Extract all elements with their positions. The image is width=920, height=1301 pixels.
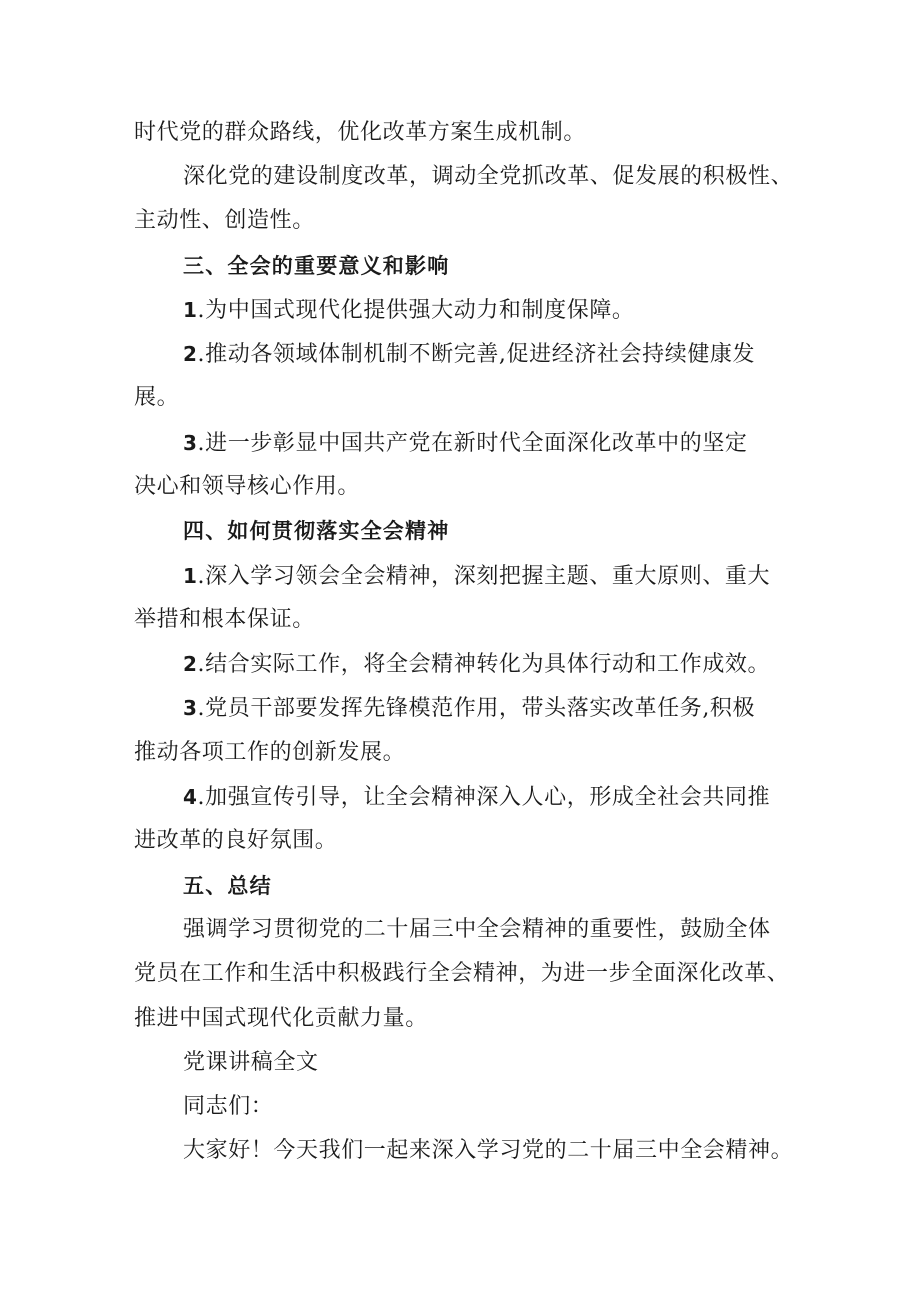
transcript-title: 党课讲稿全文 <box>183 1050 319 1075</box>
paragraph-line: 进改革的良好氛围。 <box>134 828 338 853</box>
section-heading-4: 四、如何贯彻落实全会精神 <box>183 519 450 543</box>
list-item-4-1 <box>183 561 770 592</box>
section-heading-3: 三、全会的重要意义和影响 <box>183 254 450 278</box>
list-item-number: 4 <box>183 785 198 809</box>
paragraph-line: 时代党的群众路线，优化改革方案生成机制。 <box>134 120 587 145</box>
list-item-number: 1 <box>183 298 198 322</box>
list-item-4-3 <box>183 693 755 724</box>
list-item-3-2 <box>183 339 755 370</box>
list-item-text: .推动各领域体制机制不断完善,促进经济社会持续健康发 <box>197 342 756 367</box>
list-item-text: .加强宣传引导，让全会精神深入人心，形成全社会共同推 <box>197 785 771 810</box>
paragraph-line: 党员在工作和生活中积极践行全会精神，为进一步全面深化改革、 <box>134 961 790 986</box>
paragraph-line: 展。 <box>134 385 180 410</box>
list-item-text: .为中国式现代化提供强大动力和制度保障。 <box>197 298 635 323</box>
list-item-number: 3 <box>183 696 198 720</box>
list-item-text: .党员干部要发挥先锋模范作用，带头落实改革任务,积极 <box>197 696 756 721</box>
paragraph-line: 举措和根本保证。 <box>134 607 315 632</box>
paragraph-line: 深化党的建设制度改革，调动全党抓改革、促发展的积极性、 <box>183 164 794 189</box>
greeting: 同志们： <box>183 1094 274 1119</box>
paragraph-line: 大家好！今天我们一起来深入学习党的二十届三中全会精神。 <box>183 1138 794 1163</box>
section-heading-5: 五、总结 <box>183 874 272 898</box>
paragraph-line: 推进中国式现代化贡献力量。 <box>134 1006 428 1031</box>
list-item-text: .结合实际工作，将全会精神转化为具体行动和工作成效。 <box>197 652 771 677</box>
list-item-text: .进一步彰显中国共产党在新时代全面深化改革中的坚定 <box>197 431 748 456</box>
list-item-3-3 <box>183 428 748 459</box>
list-item-4-4 <box>183 782 770 813</box>
paragraph-line: 强调学习贯彻党的二十届三中全会精神的重要性，鼓励全体 <box>183 917 771 942</box>
paragraph-line: 决心和领导核心作用。 <box>134 474 361 499</box>
list-item-3-1 <box>183 295 635 326</box>
list-item-number: 2 <box>183 652 198 676</box>
list-item-text: .深入学习领会全会精神，深刻把握主题、重大原则、重大 <box>197 564 771 589</box>
list-item-number: 2 <box>183 342 198 366</box>
list-item-number: 1 <box>183 564 198 588</box>
list-item-number: 3 <box>183 431 198 455</box>
paragraph-line: 主动性、创造性。 <box>134 208 315 233</box>
paragraph-line: 推动各项工作的创新发展。 <box>134 740 406 765</box>
list-item-4-2 <box>183 649 770 680</box>
